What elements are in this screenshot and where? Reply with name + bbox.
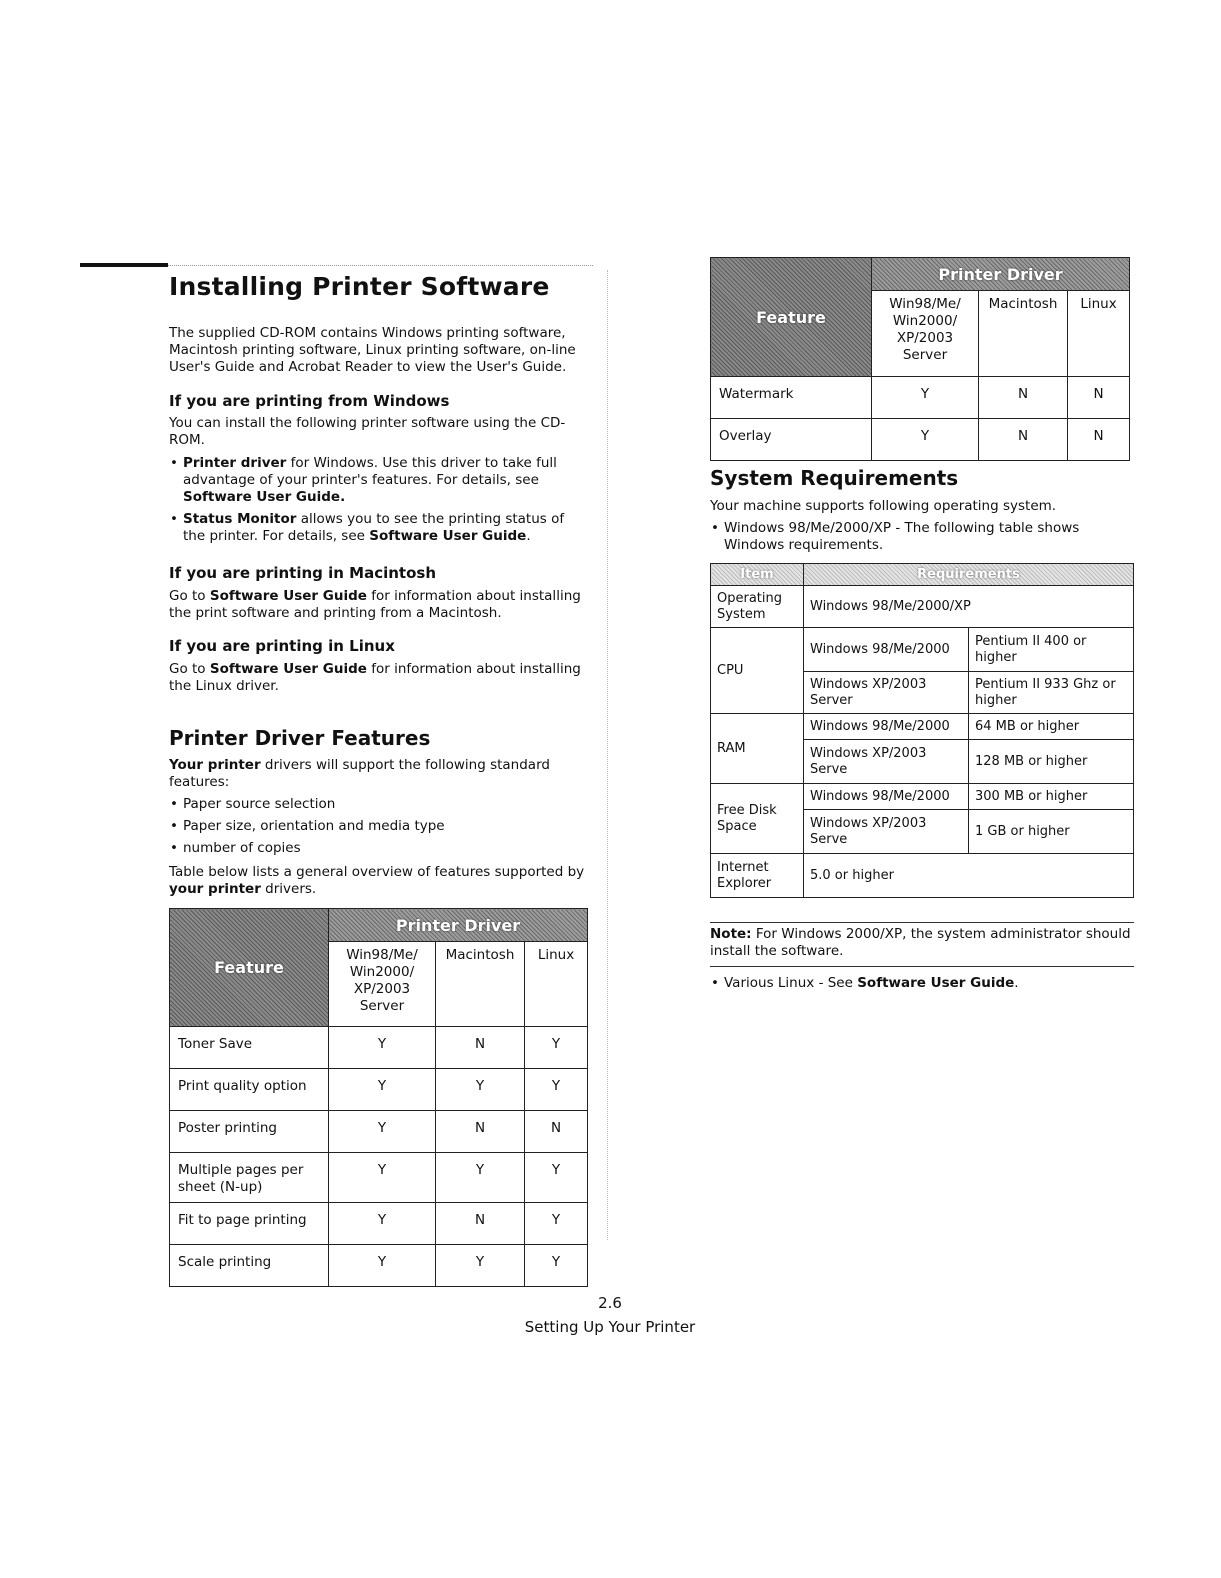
table-row bbox=[711, 377, 1130, 419]
table-row bbox=[170, 1203, 588, 1245]
table-row bbox=[711, 586, 1134, 628]
list-item: • number of copies bbox=[169, 840, 589, 857]
cell-value: 5.0 or higher bbox=[804, 854, 1134, 898]
cell-mac: N bbox=[979, 419, 1068, 461]
cell-feature: Overlay bbox=[711, 419, 872, 461]
cell-item: RAM bbox=[711, 714, 804, 784]
linux-heading: If you are printing in Linux bbox=[169, 637, 395, 655]
cell-item: Free Disk Space bbox=[711, 784, 804, 854]
cell-linux: Y bbox=[525, 1027, 588, 1069]
cell-value: 300 MB or higher bbox=[969, 784, 1134, 810]
table-row bbox=[711, 628, 1134, 672]
cell-linux: Y bbox=[525, 1153, 588, 1203]
text-ref: Software User Guide bbox=[209, 661, 367, 677]
cell-linux: N bbox=[1068, 377, 1130, 419]
cell-feature: Scale printing bbox=[170, 1245, 329, 1287]
table-row bbox=[170, 1069, 588, 1111]
list-item bbox=[710, 975, 1134, 992]
cell-win: Y bbox=[329, 1153, 436, 1203]
cell-item: Operating System bbox=[711, 586, 804, 628]
cell-value: 1 GB or higher bbox=[969, 810, 1134, 854]
cell-value: Pentium II 400 or higher bbox=[969, 628, 1134, 672]
cell-mac: Y bbox=[436, 1069, 525, 1111]
table-row bbox=[170, 1153, 588, 1203]
cell-linux: Y bbox=[525, 1069, 588, 1111]
cell-feature: Fit to page printing bbox=[170, 1203, 329, 1245]
header-printer-driver: Printer Driver bbox=[872, 258, 1130, 291]
text-ref: Software User Guide bbox=[209, 588, 367, 604]
text-span: Table below lists a general overview of features supported by bbox=[169, 864, 585, 880]
windows-text: You can install the following printer software using the CD-ROM. bbox=[169, 415, 566, 448]
note-text bbox=[710, 926, 1134, 960]
text-span: Various Linux - See bbox=[724, 975, 858, 991]
sysreq-list bbox=[710, 520, 1130, 554]
note-label: Note: bbox=[710, 926, 752, 942]
chapter-name: Setting Up Your Printer bbox=[524, 1318, 696, 1336]
header-feature: Feature bbox=[711, 258, 872, 377]
cell-mac: Y bbox=[436, 1153, 525, 1203]
features-table-continued bbox=[710, 257, 1130, 461]
system-requirements-table bbox=[710, 563, 1134, 898]
cell-feature: Toner Save bbox=[170, 1027, 329, 1069]
cell-feature: Watermark bbox=[711, 377, 872, 419]
page-title: Installing Printer Software bbox=[169, 272, 550, 301]
list-item-ref: Software User Guide bbox=[369, 528, 527, 544]
cell-os: Windows 98/Me/2000 bbox=[804, 714, 969, 740]
cell-os: Windows XP/2003 Server bbox=[804, 672, 969, 714]
text-ref: Software User Guide bbox=[857, 975, 1015, 991]
cell-item: Internet Explorer bbox=[711, 854, 804, 898]
table-row bbox=[170, 1111, 588, 1153]
section-rule bbox=[80, 263, 168, 267]
cell-os: Windows 98/Me/2000 bbox=[804, 628, 969, 672]
intro-paragraph: The supplied CD-ROM contains Windows printing software, Macintosh printing software, Linux printing software, on-line User's Guide and Acrobat Reader to view the User's Guide. bbox=[169, 325, 576, 375]
list-item: • Paper size, orientation and media type bbox=[169, 818, 589, 835]
cell-mac: N bbox=[979, 377, 1068, 419]
text-span: for information about installing the Linux driver. bbox=[169, 661, 581, 694]
features-list bbox=[169, 796, 589, 857]
list-item-text: allows you to see the printing status of the printer. For details, see bbox=[183, 511, 565, 544]
cell-value: Pentium II 933 Ghz or higher bbox=[969, 672, 1134, 714]
text-span: . bbox=[1014, 975, 1019, 991]
table-row bbox=[170, 1245, 588, 1287]
cell-win: Y bbox=[329, 1245, 436, 1287]
list-item-bold: Printer driver bbox=[183, 455, 287, 471]
features-heading: Printer Driver Features bbox=[169, 726, 431, 750]
cell-mac: N bbox=[436, 1203, 525, 1245]
features-table bbox=[169, 908, 588, 1287]
cell-feature: Print quality option bbox=[170, 1069, 329, 1111]
text-span: Go to bbox=[169, 588, 210, 604]
cell-os: Windows XP/2003 Serve bbox=[804, 740, 969, 784]
mac-text bbox=[169, 588, 589, 622]
table-row bbox=[711, 854, 1134, 898]
header-requirements: Requirements bbox=[804, 564, 1134, 586]
table-row bbox=[711, 714, 1134, 740]
cell-win: Y bbox=[329, 1027, 436, 1069]
cell-item: CPU bbox=[711, 628, 804, 714]
page-footer bbox=[460, 1291, 760, 1339]
list-item-bold: Status Monitor bbox=[183, 511, 297, 527]
features-intro bbox=[169, 757, 589, 791]
sysreq-heading: System Requirements bbox=[710, 466, 959, 490]
cell-linux: N bbox=[525, 1111, 588, 1153]
cell-win: Y bbox=[329, 1203, 436, 1245]
header-printer-driver: Printer Driver bbox=[329, 909, 588, 942]
cell-value: 128 MB or higher bbox=[969, 740, 1134, 784]
header-mac: Macintosh bbox=[436, 942, 525, 1027]
column-divider bbox=[607, 270, 608, 1240]
list-item-ref: Software User Guide. bbox=[183, 489, 346, 505]
list-item bbox=[169, 455, 589, 506]
table-intro bbox=[169, 864, 589, 898]
header-win: Win98/Me/ Win2000/ XP/2003 Server bbox=[329, 942, 436, 1027]
windows-list bbox=[169, 455, 589, 545]
cell-os: Windows 98/Me/2000 bbox=[804, 784, 969, 810]
table-row bbox=[711, 419, 1130, 461]
list-item-text: for Windows. Use this driver to take full advantage of your printer's features. For details, see bbox=[183, 455, 557, 488]
table-row bbox=[711, 784, 1134, 810]
note-box bbox=[710, 922, 1134, 967]
header-item: Item bbox=[711, 564, 804, 586]
cell-os: Windows XP/2003 Serve bbox=[804, 810, 969, 854]
text-bold: your printer bbox=[169, 881, 261, 897]
mac-heading: If you are printing in Macintosh bbox=[169, 564, 437, 582]
cell-mac: N bbox=[436, 1027, 525, 1069]
note-body: For Windows 2000/XP, the system administrator should install the software. bbox=[710, 926, 1131, 959]
header-win: Win98/Me/ Win2000/ XP/2003 Server bbox=[872, 291, 979, 377]
header-feature: Feature bbox=[170, 909, 329, 1027]
cell-mac: Y bbox=[436, 1245, 525, 1287]
page-number: 2.6 bbox=[598, 1294, 622, 1312]
cell-win: Y bbox=[329, 1069, 436, 1111]
cell-mac: N bbox=[436, 1111, 525, 1153]
list-item: • Paper source selection bbox=[169, 796, 589, 813]
text-span: for information about installing the print software and printing from a Macintosh. bbox=[169, 588, 581, 621]
header-linux: Linux bbox=[525, 942, 588, 1027]
text-span: Go to bbox=[169, 661, 210, 677]
linux-list bbox=[710, 975, 1134, 992]
list-item: • Windows 98/Me/2000/XP - The following table shows Windows requirements. bbox=[710, 520, 1130, 554]
cell-linux: Y bbox=[525, 1203, 588, 1245]
cell-feature: Poster printing bbox=[170, 1111, 329, 1153]
section-rule-dotted bbox=[168, 265, 593, 266]
windows-heading: If you are printing from Windows bbox=[169, 392, 450, 410]
cell-linux: N bbox=[1068, 419, 1130, 461]
header-linux: Linux bbox=[1068, 291, 1130, 377]
text-span: drivers. bbox=[260, 881, 317, 897]
cell-value: Windows 98/Me/2000/XP bbox=[804, 586, 1134, 628]
cell-win: Y bbox=[872, 377, 979, 419]
table-row bbox=[170, 1027, 588, 1069]
cell-feature: Multiple pages per sheet (N-up) bbox=[170, 1153, 329, 1203]
header-mac: Macintosh bbox=[979, 291, 1068, 377]
cell-linux: Y bbox=[525, 1245, 588, 1287]
sysreq-intro: Your machine supports following operating system. bbox=[710, 498, 1057, 514]
cell-win: Y bbox=[872, 419, 979, 461]
list-item-text: . bbox=[526, 528, 531, 544]
linux-text bbox=[169, 661, 589, 695]
list-item bbox=[169, 511, 589, 545]
cell-win: Y bbox=[329, 1111, 436, 1153]
text-bold: Your printer bbox=[169, 757, 261, 773]
text-span: drivers will support the following standard features: bbox=[169, 757, 550, 790]
cell-value: 64 MB or higher bbox=[969, 714, 1134, 740]
